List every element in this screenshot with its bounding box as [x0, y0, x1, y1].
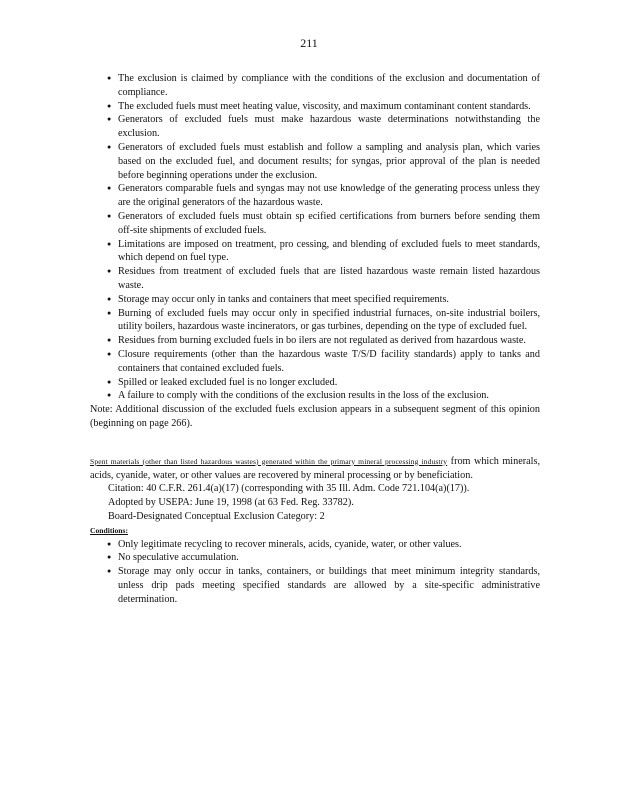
conditions-label: Conditions: [90, 525, 128, 535]
list-item: ● Storage may only occur in tanks, containers, or buildings that meet minimum integrity standards, unless drip pads meeting specified standards are allowed by a site-specific administrative determination. [90, 565, 540, 606]
section-heading: Spent materials (other than listed hazardous wastes) generated within the primary mineral processing industry [90, 456, 448, 466]
section-heading-paragraph [90, 455, 540, 483]
list-item: ● Generators of excluded fuels must obtain sp ecified certifications from burners before sending them off-site shipments of excluded fuels. [90, 210, 540, 238]
list-item: ● Limitations are imposed on treatment, pro cessing, and blending of excluded fuels to meet standards, which depend on fuel type. [90, 238, 540, 266]
list-item: ● Burning of excluded fuels may occur only in specified industrial furnaces, on-site industrial boilers, utility boilers, hazardous waste incinerators, or gas turbines, depending on the type of excluded fuel. [90, 307, 540, 335]
list-item: ● Closure requirements (other than the hazardous waste T/S/D facility standards) apply to tanks and containers that contained excluded fuels. [90, 348, 540, 376]
section-heading-rest: from which minerals, acids, cyanide, water, or other values are recovered by mineral processing or by beneficiation. [90, 455, 541, 481]
list-item: ● Residues from burning excluded fuels in bo ilers are not regulated as derived from hazardous waste. [90, 334, 540, 348]
document-body [90, 72, 540, 606]
list-item: ● Storage may occur only in tanks and containers that meet specified requirements. [90, 293, 540, 307]
page-number: 211 [300, 36, 318, 50]
citation-line: Citation: 40 C.F.R. 261.4(a)(17) (corresponding with 35 Ill. Adm. Code 721.104(a)(17)). [108, 483, 470, 495]
section-conditions-list [90, 538, 540, 607]
spent-materials-section [90, 455, 540, 607]
exclusion-conditions-list [90, 72, 540, 403]
list-item: ● Generators of excluded fuels must establish and follow a sampling and analysis plan, which varies based on the excluded fuel, and document results; for syngas, prior approval of the plan is needed before beginning operations under the exclusion. [90, 141, 540, 182]
list-item: ● The excluded fuels must meet heating value, viscosity, and maximum contaminant content standards. [90, 100, 540, 114]
list-item: ● Generators of excluded fuels must make hazardous waste determinations notwithstanding the exclusion. [90, 113, 540, 141]
note-paragraph: Note: Additional discussion of the excluded fuels exclusion appears in a subsequent segment of this opinion (beginning on page 266). [90, 404, 540, 429]
list-item: ● A failure to comply with the conditions of the exclusion results in the loss of the exclusion. [90, 389, 540, 403]
list-item: ● No speculative accumulation. [90, 551, 540, 565]
list-item: ● Only legitimate recycling to recover minerals, acids, cyanide, water, or other values. [90, 538, 540, 552]
category-line: Board-Designated Conceptual Exclusion Category: 2 [108, 510, 325, 522]
list-item: ● Generators comparable fuels and syngas may not use knowledge of the generating process unless they are the original generators of the hazardous waste. [90, 182, 540, 210]
list-item: ● Spilled or leaked excluded fuel is no longer excluded. [90, 376, 540, 390]
adopted-line: Adopted by USEPA: June 19, 1998 (at 63 Fed. Reg. 33782). [108, 497, 354, 509]
list-item: ● Residues from treatment of excluded fuels that are listed hazardous waste remain listed hazardous waste. [90, 265, 540, 293]
list-item: ● The exclusion is claimed by compliance with the conditions of the exclusion and documentation of compliance. [90, 72, 540, 100]
